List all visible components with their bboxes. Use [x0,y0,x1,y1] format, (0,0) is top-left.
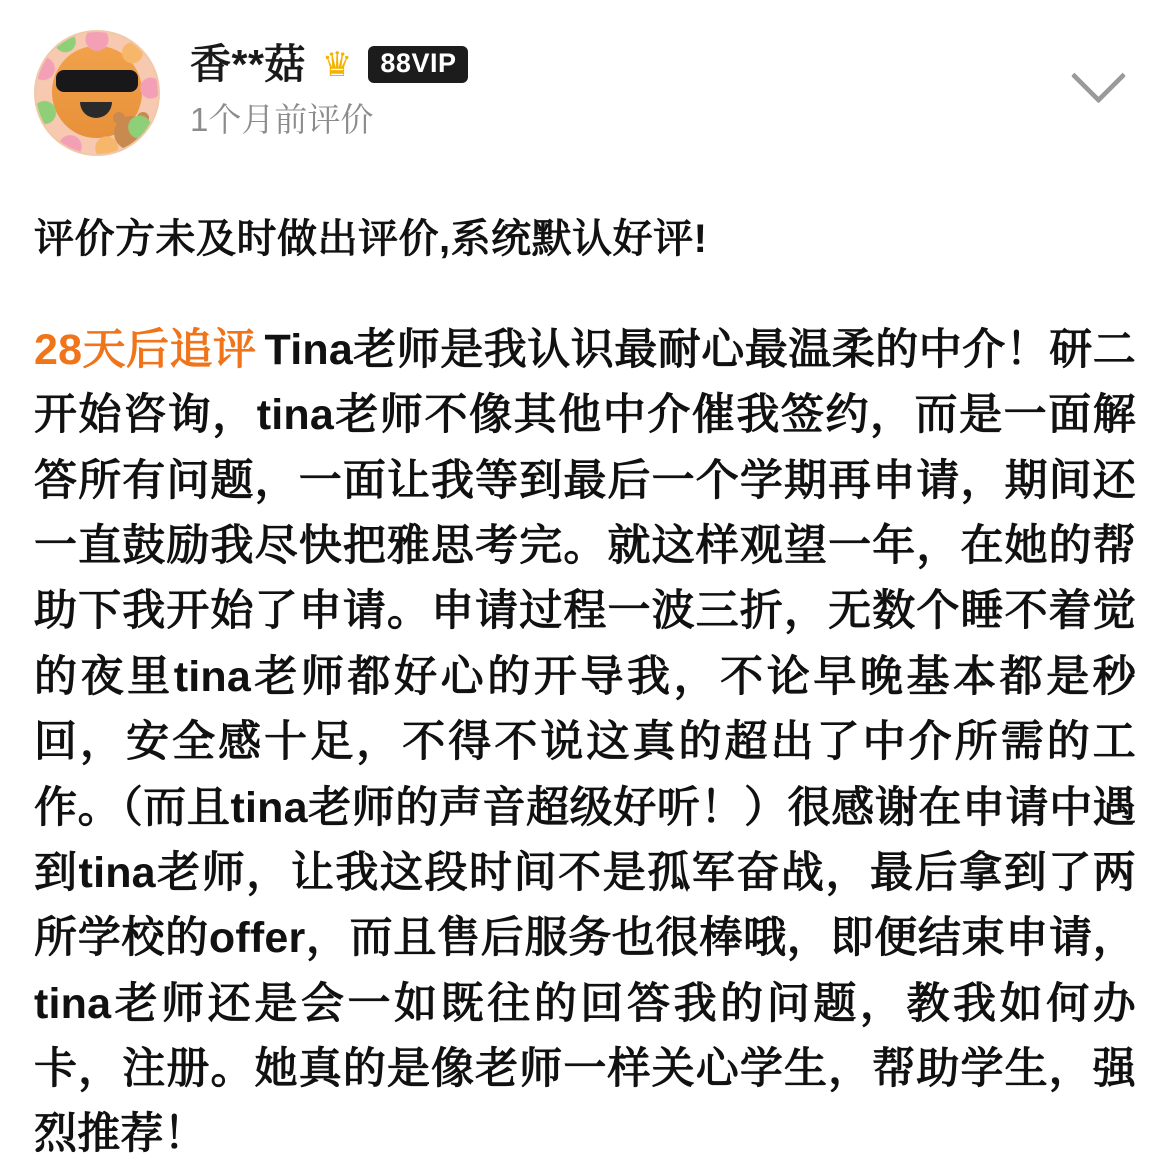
header-text [190,30,468,136]
crown-icon: ♛ [321,45,353,84]
first-comment-text: 评价方未及时做出评价,系统默认好评! [34,217,708,261]
review-header [34,30,1136,170]
flower-wreath-icon [36,32,158,154]
review-timestamp: 1个月前评价 [190,101,374,138]
append-review-label: 28天后追评 [34,326,257,374]
name-row [190,41,468,87]
avatar[interactable] [34,30,160,156]
append-review-block [34,318,1136,1168]
username: 香**菇 [190,41,306,87]
append-review-text: Tina老师是我认识最耐心最温柔的中介！研二开始咨询，tina老师不像其他中介催我签约，而是一面解答所有问题，一面让我等到最后一个学期再申请，期间还一直鼓励我尽快把雅思考完。就这样观望一年，在她的帮助下我开始了申请。申请过程一波三折，无数个睡不着觉的夜里tina老师都好心的开导我，不论早晚基本都是秒回，安全感十足，不得不说这真的超出了中介所需的工作。（而且tina老师的声音超级好听！）很感谢在申请中遇到tina老师，让我这段时间不是孤军奋战，最后拿到了两所学校的offer，而且售后服务也很棒哦，即便结束申请，tina老师还是会一如既往的回答我的问题，教我如何办卡，注册。她真的是像老师一样关心学生，帮助学生，强烈推荐！ [34,326,1136,1159]
chevron-down-icon [1070,48,1125,103]
collapse-button[interactable] [1070,56,1126,112]
vip-badge[interactable]: 88VIP [368,46,468,83]
